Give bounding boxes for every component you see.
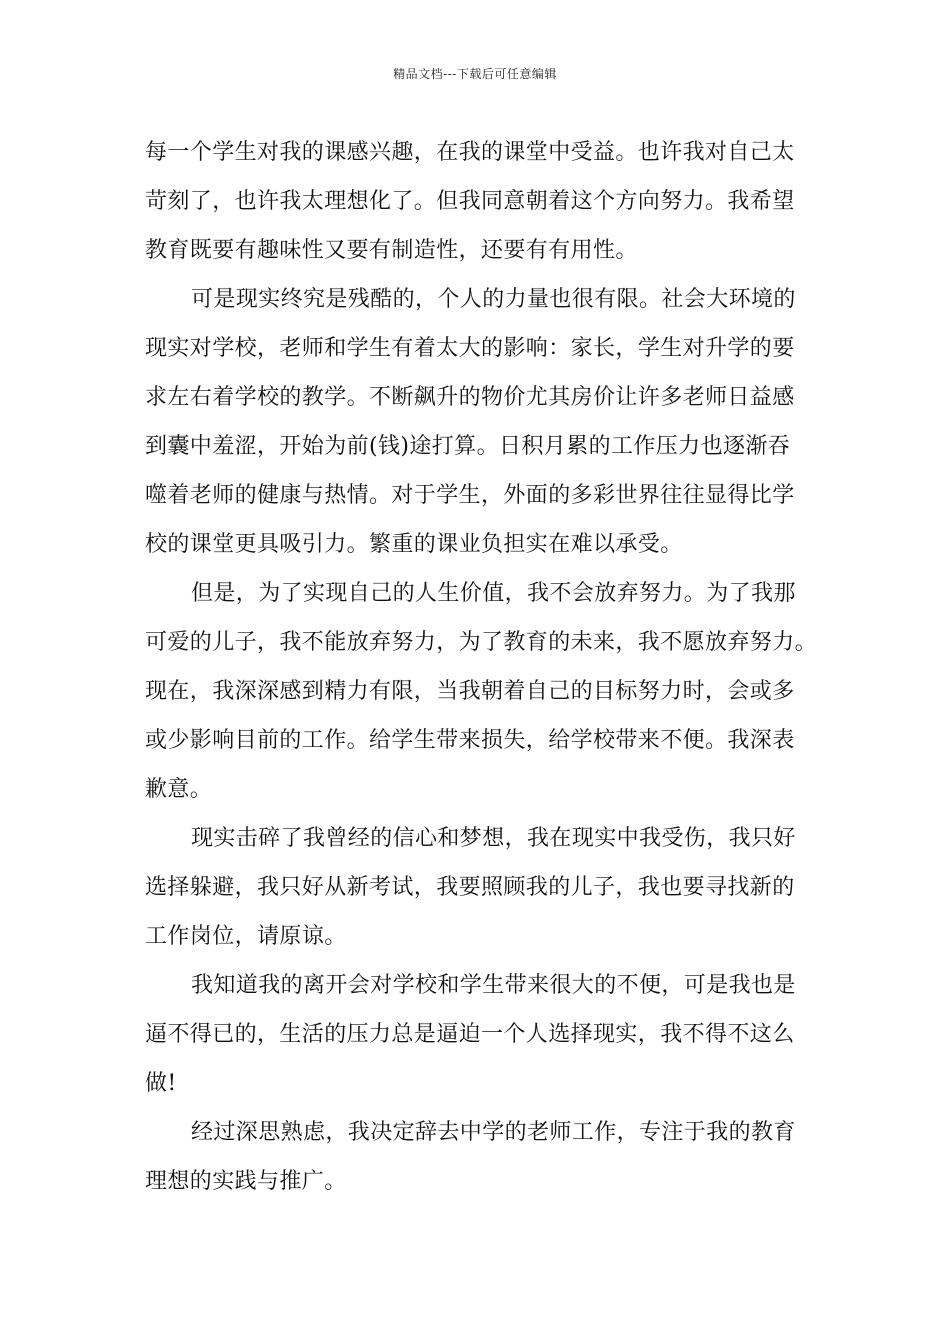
text-line: 或少影响目前的工作。给学生带来损失，给学校带来不便。我深表 [145,728,795,753]
paragraph-first-line: 现实击碎了我曾经的信心和梦想，我在现实中我受伤，我只好 [191,826,796,851]
text-line: 求左右着学校的教学。不断飙升的物价尤其房价让许多老师日益感 [145,385,795,410]
text-line: 现在，我深深感到精力有限，当我朝着自己的目标努力时，会或多 [145,679,795,704]
paragraph-first-line: 经过深思熟虑，我决定辞去中学的老师工作，专注于我的教育 [191,1120,796,1145]
text-line: 工作岗位，请原谅。 [145,924,347,949]
text-line: 噬着老师的健康与热情。对于学生，外面的多彩世界往往显得比学 [145,483,795,508]
text-line: 可爱的儿子，我不能放弃努力，为了教育的未来，我不愿放弃努力。 [145,630,818,655]
text-line: 做! [145,1071,177,1096]
text-line: 逼不得已的，生活的压力总是逼迫一个人选择现实，我不得不这么 [145,1022,795,1047]
paragraph-first-line: 可是现实终究是残酷的，个人的力量也很有限。社会大环境的 [191,287,796,312]
document-body [145,128,818,1206]
paragraph-first-line: 我知道我的离开会对学校和学生带来很大的不便，可是我也是 [191,973,796,998]
text-line: 教育既要有趣味性又要有制造性，还要有有用性。 [145,238,638,263]
paragraph-first-line: 但是，为了实现自己的人生价值，我不会放弃努力。为了我那 [191,581,796,606]
text-line: 到囊中羞涩，开始为前(钱)途打算。日积月累的工作压力也逐渐吞 [145,434,791,459]
text-line: 校的课堂更具吸引力。繁重的课业负担实在难以承受。 [145,532,683,557]
text-line: 现实对学校，老师和学生有着太大的影响：家长，学生对升学的要 [145,336,795,361]
text-line: 理想的实践与推广。 [145,1169,347,1194]
page-header: 精品文档---下载后可任意编辑 [393,67,557,81]
text-line: 每一个学生对我的课感兴趣，在我的课堂中受益。也许我对自己太 [145,140,795,165]
text-line: 选择躲避，我只好从新考试，我要照顾我的儿子，我也要寻找新的 [145,875,795,900]
text-line: 苛刻了，也许我太理想化了。但我同意朝着这个方向努力。我希望 [145,189,795,214]
text-line: 歉意。 [145,777,213,802]
